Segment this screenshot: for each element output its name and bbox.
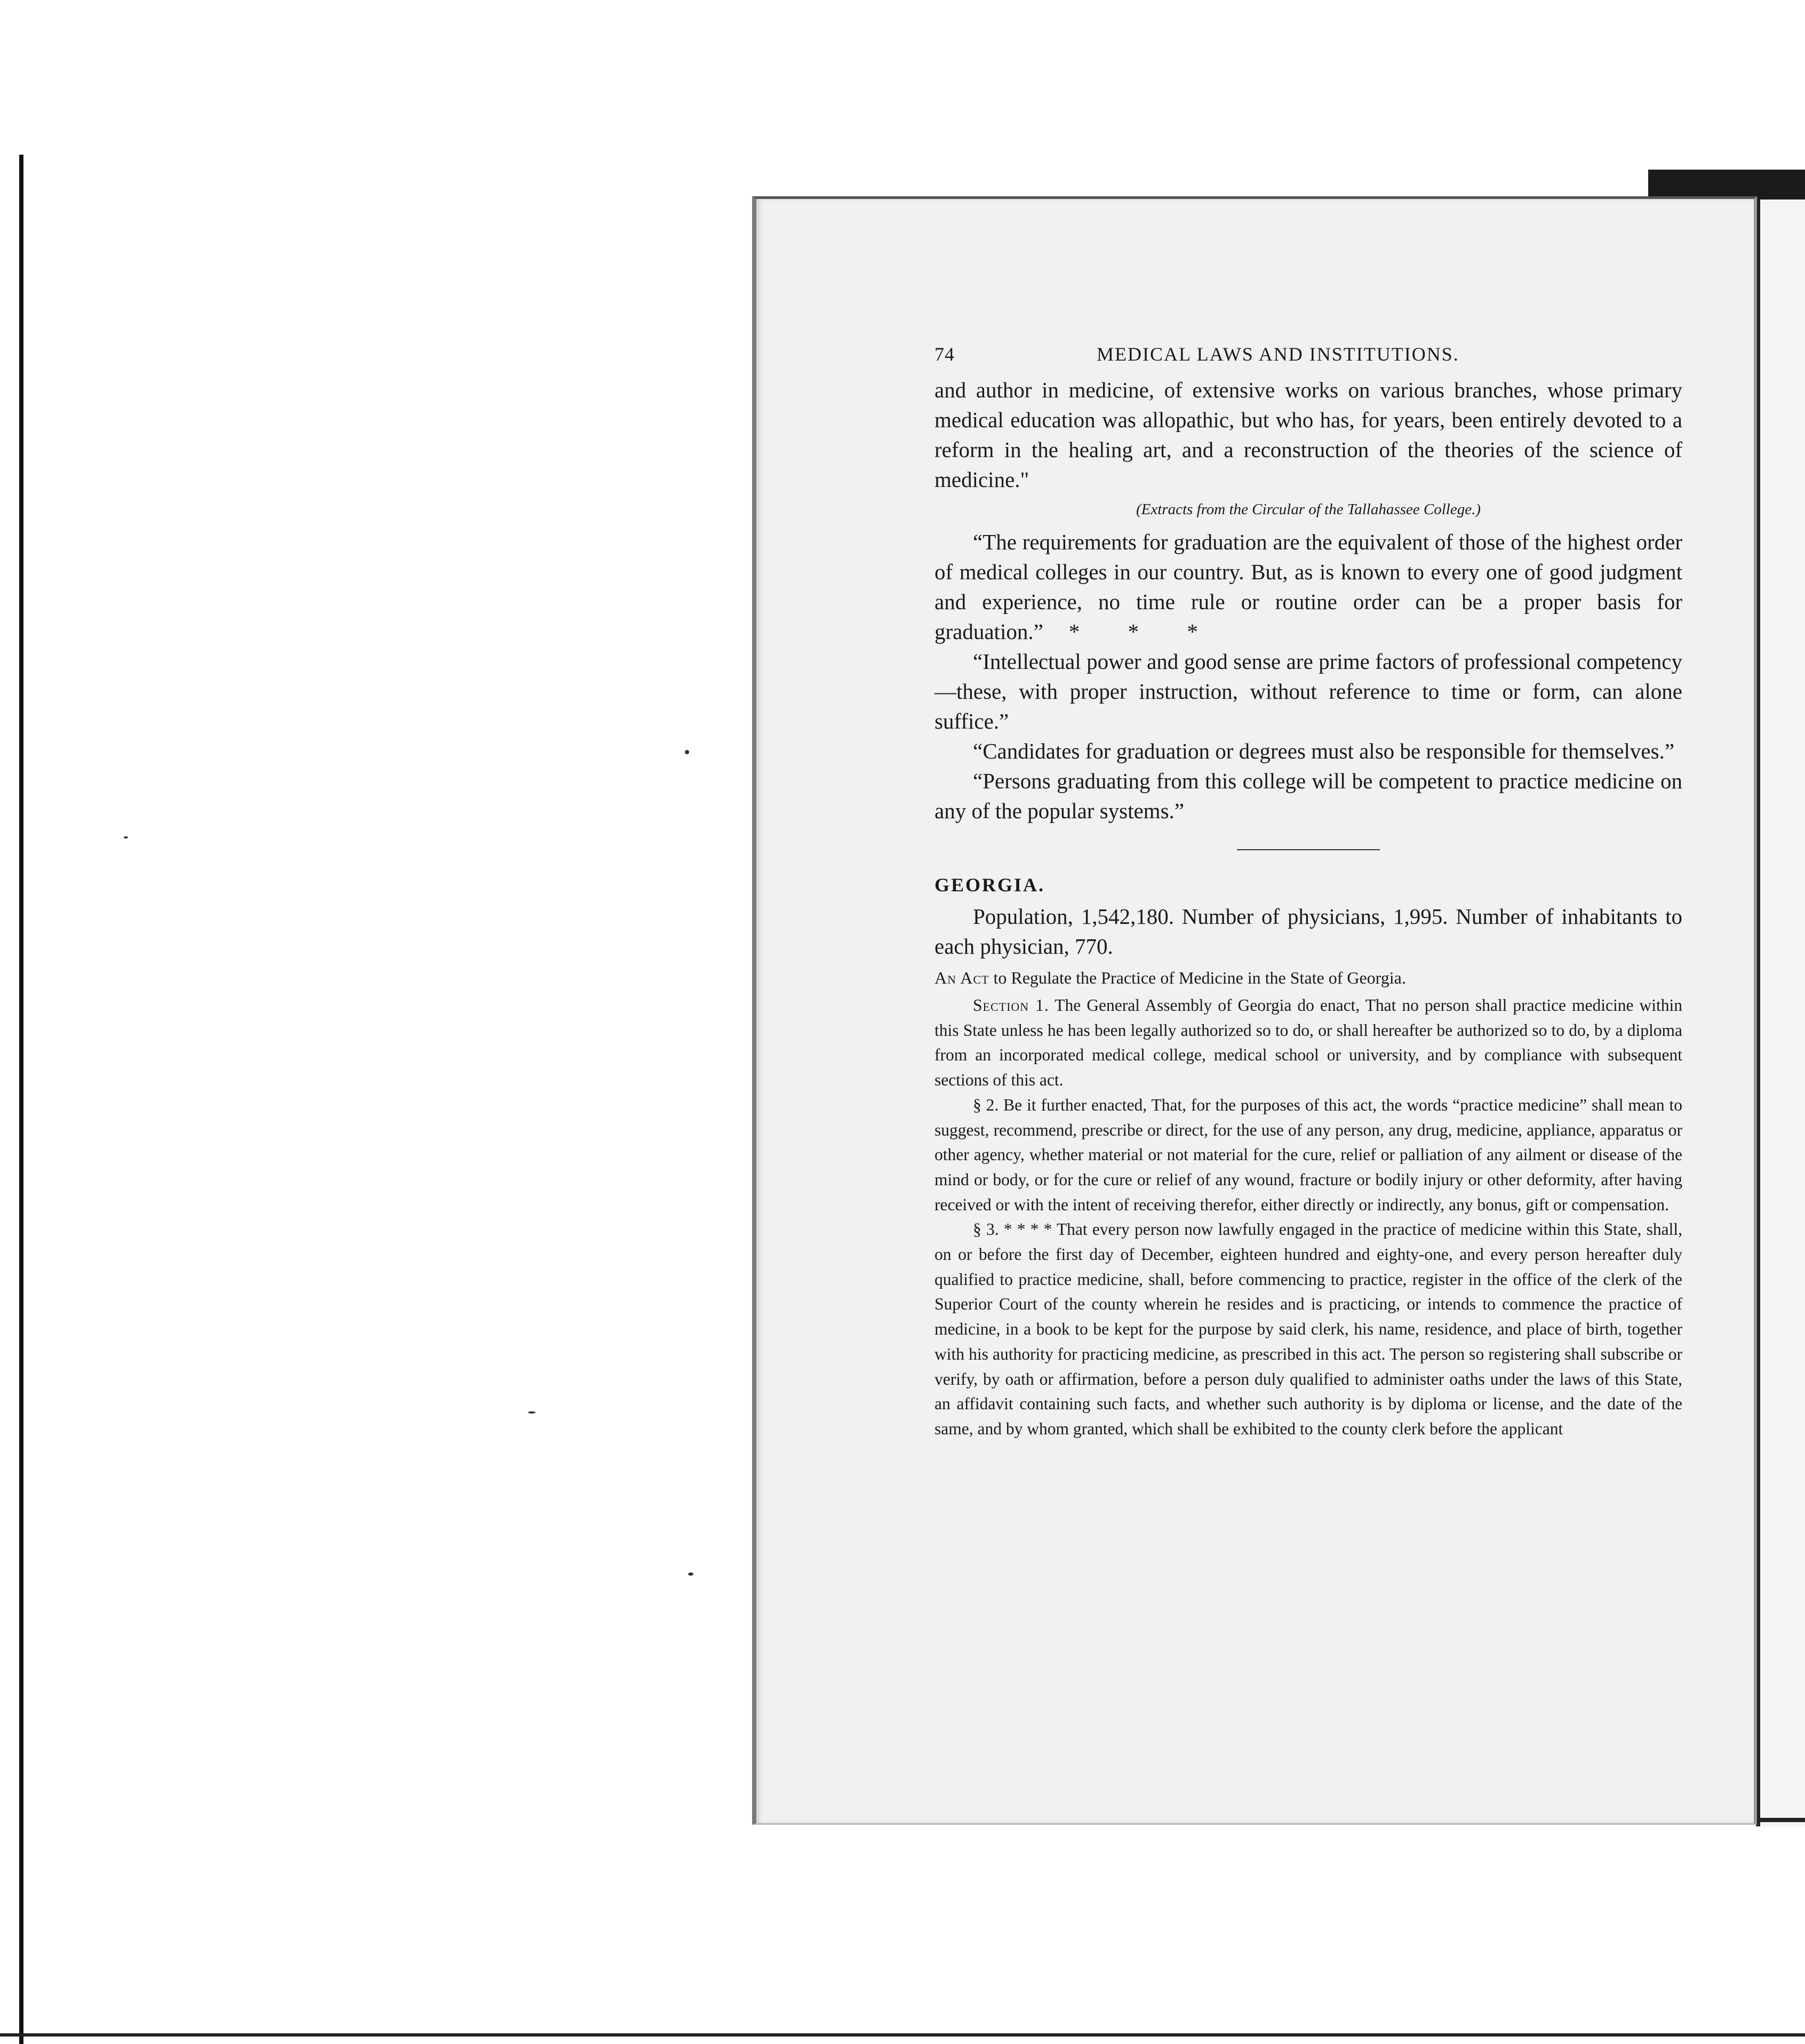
section-1-text: The General Assembly of Georgia do enact, That no person shall practice medicine within this State unless he has been legally authorized so to do, or shall hereafter be authorized so to do, by a diploma from an incorporated medical college, medical school or university, and by compliance with subsequent sections of this act. — [935, 996, 1683, 1090]
quote-persons-graduating: “Persons graduating from this college will be competent to practice medicine on any of the popular systems.” — [935, 769, 1682, 823]
facing-page-edge — [1756, 199, 1805, 1826]
quote-intellectual-power: “Intellectual power and good sense are prime factors of professional competency—these, with proper instruction, without reference to time or form, can alone suffice.” — [935, 649, 1682, 733]
running-header — [935, 343, 1682, 375]
facing-page-edge-top — [1648, 170, 1805, 199]
page-number: 74 — [935, 344, 955, 365]
ellipsis-stars: * * * — [1068, 619, 1219, 644]
act-title — [935, 965, 1682, 990]
scan-edge-left — [19, 155, 23, 2044]
scan-speck — [528, 1411, 536, 1414]
book-page — [752, 196, 1757, 1825]
law-section-1 — [935, 993, 1682, 1093]
law-section-3: § 3. * * * * That every person now lawfully engaged in the practice of medicine within this State, shall, on or before the first day of December, eighteen hundred and eighty-one, and every person hereafter duly qualified to practice medicine, shall, before commencing to practice, register in the office of the clerk of the Superior Court of the county wherein he resides and is practicing, or intends to commence the practice of medicine, in a book to be kept for the purpose by said clerk, his name, residence, and place of birth, together with his authority for practicing medicine, as prescribed in this act. The person so registering shall subscribe or verify, by oath or affirmation, before a person duly qualified to administer oaths under the laws of this State, an affidavit containing such facts, and whether such authority is by diploma or license, and the date of the same, and by whom granted, which shall be exhibited to the county clerk before the applicant — [935, 1220, 1682, 1438]
quote-candidates: “Candidates for graduation or degrees must also be responsible for themselves.” — [973, 739, 1675, 763]
act-title-text: to Regulate the Practice of Medicine in the State of Georgia. — [993, 968, 1406, 987]
quote-requirements-text: “The requirements for graduation are the equivalent of those of the highest order of medical colleges in our country. But, as is known to every one of good judgment and experience, no time rule or routine order can be a proper basis for graduation.” — [935, 530, 1682, 644]
georgia-statistics: Population, 1,542,180. Number of physicians, 1,995. Number of inhabitants to each physician, 770. — [935, 904, 1682, 959]
scan-speck — [685, 750, 689, 754]
act-label: An Act — [935, 968, 989, 987]
section-heading-georgia: GEORGIA. — [935, 874, 1045, 896]
scan-edge-bottom — [0, 2033, 1805, 2037]
section-divider — [1237, 849, 1380, 850]
running-title: MEDICAL LAWS AND INSTITUTIONS. — [1097, 344, 1459, 365]
extract-caption: (Extracts from the Circular of the Tallahassee College.) — [1136, 501, 1481, 518]
scan-speck — [124, 836, 128, 839]
facing-page-edge-bottom — [1756, 1818, 1805, 1822]
scan-speck — [688, 1572, 693, 1576]
section-1-label: Section 1. — [973, 996, 1049, 1015]
law-section-2: § 2. Be it further enacted, That, for the purposes of this act, the words “practice medicine” shall mean to suggest, recommend, prescribe or direct, for the use of any person, any drug, medicine, appliance, apparatus or other agency, whether material or not material for the cure, relief or palliation of any ailment or disease of the mind or body, or for the cure or relief of any wound, fracture or bodily injury or other deformity, after having received or with the intent of receiving therefor, either directly or indirectly, any bonus, gift or compensation. — [935, 1095, 1682, 1214]
paragraph-continued: and author in medicine, of extensive works on various branches, whose primary medical education was allopathic, but who has, for years, been entirely devoted to a reform in the healing art, and a reconstruction of the theories of the science of medicine." — [935, 378, 1682, 492]
quote-requirements — [935, 527, 1682, 646]
law-text — [935, 993, 1682, 1442]
page-content — [935, 343, 1682, 1442]
